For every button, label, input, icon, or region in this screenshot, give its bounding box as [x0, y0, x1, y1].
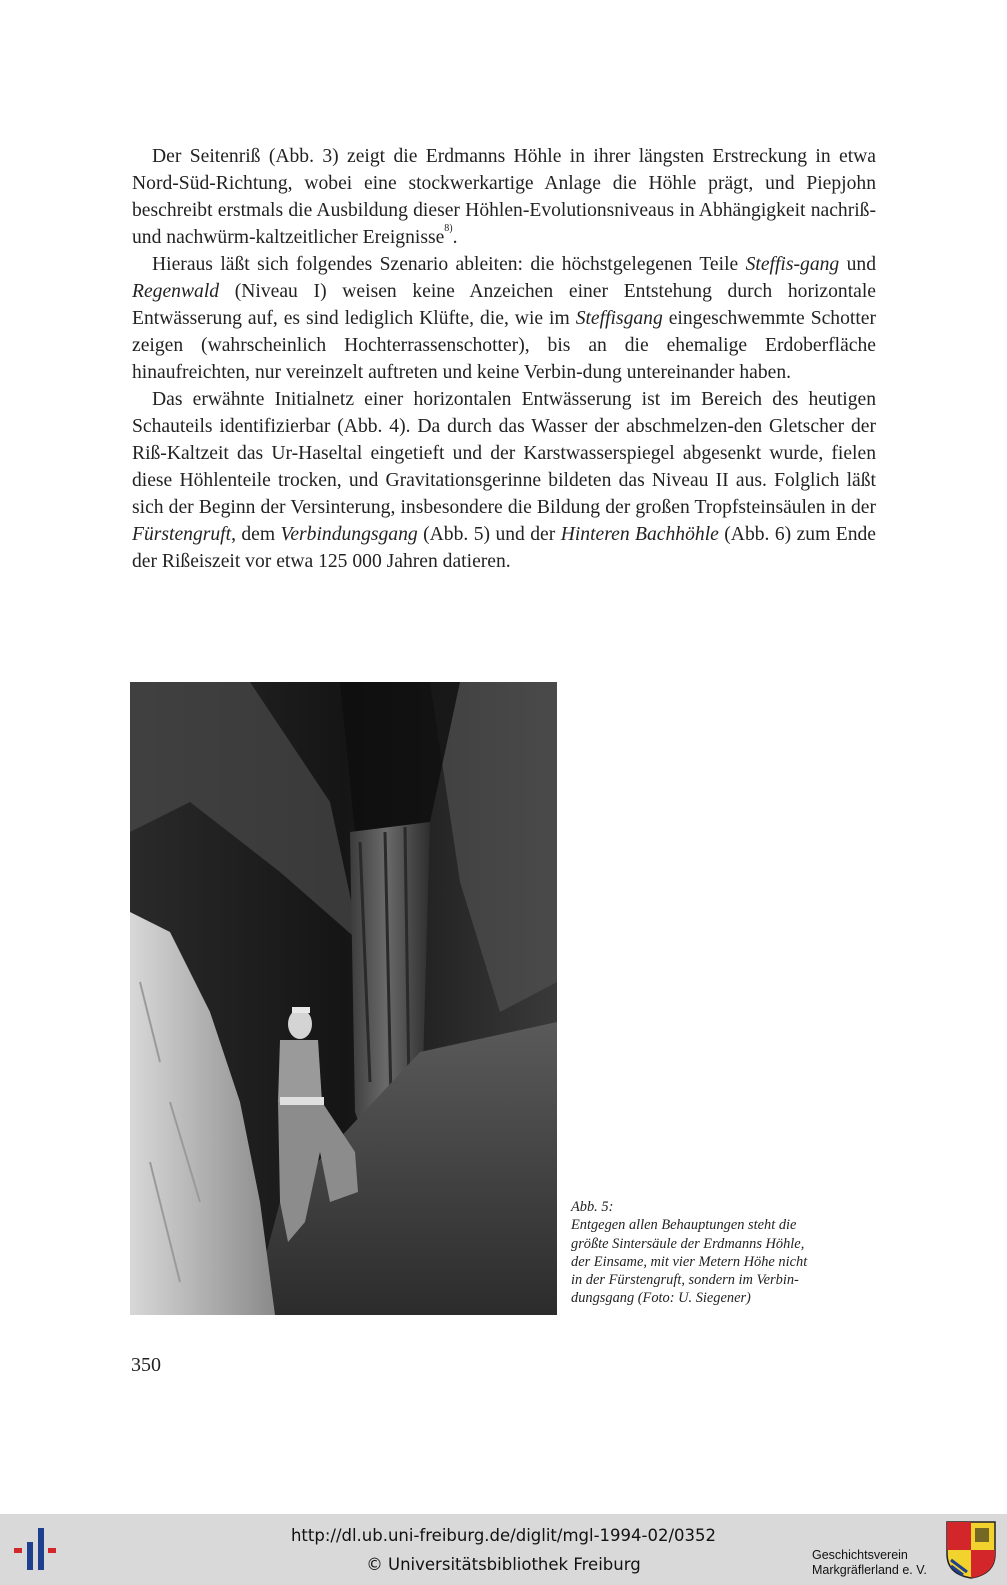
italic-term: Steffis-gang — [745, 254, 840, 275]
text-run: (Niveau I) weisen keine Anzeichen einer Entstehung durch horizontale Entwässerung auf, es sind lediglich Klüfte, die, wie im — [132, 281, 876, 329]
caption-line: in der Fürstengruft, sondern im Verbin- — [571, 1272, 799, 1289]
text-run: (Abb. 5) und der — [417, 524, 561, 545]
body-text — [132, 143, 876, 575]
italic-term: Regenwald — [132, 281, 220, 302]
body-paragraph — [132, 386, 876, 575]
text-run: Hieraus läßt sich folgendes Szenario ableiten: die höchstgelegenen Teile — [152, 254, 746, 275]
text-run: , dem — [231, 524, 281, 545]
text-run: und — [839, 254, 876, 275]
italic-term: Fürstengruft — [132, 524, 232, 545]
caption-line: Abb. 5: — [571, 1199, 614, 1215]
italic-term: Steffisgang — [575, 308, 663, 329]
copyright-text: © Universitätsbibliothek Freiburg — [366, 1555, 641, 1574]
text-run: (Abb. 6) zum Ende der Rißeiszeit vor etwa 125 000 Jahren datieren. — [132, 524, 877, 572]
society-name — [812, 1548, 927, 1578]
body-paragraph — [132, 251, 876, 386]
caption-line: größte Sintersäule der Erdmanns Höhle, — [571, 1235, 805, 1252]
coat-of-arms-icon[interactable] — [945, 1520, 997, 1580]
italic-term: Verbindungsgang — [280, 524, 418, 545]
text-run: eingeschwemmte Schotter zeigen (wahrscheinlich Hochterrassenschotter), bis an die ehemalige Erdoberfläche hinaufreichten, nur vereinzelt auftreten und keine Verbin-dung untereinander haben. — [132, 308, 876, 383]
caption-line: Entgegen allen Behauptungen steht die — [571, 1217, 797, 1234]
footer-bar — [0, 1514, 1007, 1585]
text-run: Der Seitenriß (Abb. 3) zeigt die Erdmanns Höhle in ihrer längsten Erstreckung in etwa Nord-Süd-Richtung, wobei eine stockwerkartige Anlage die Höhle prägt, und Piepjohn beschreibt erstmals die Ausbildung dieser Höhlen-Evolutionsniveaus in Abhängigkeit nachriß- und nachwürm-kaltzeitlicher Ereignisse — [132, 146, 876, 248]
figure-caption — [571, 1198, 881, 1308]
italic-term: Hinteren Bachhöhle — [560, 524, 719, 545]
caption-line: der Einsame, mit vier Metern Höhe nicht — [571, 1253, 808, 1270]
cave-photograph — [130, 682, 557, 1315]
text-run: Das erwähnte Initialnetz einer horizontalen Entwässerung ist im Bereich des heutigen Schauteils identifizierbar (Abb. 4). Da durch das Wasser der abschmelzen-den Gletscher der Riß-Kaltzeit das Ur-Haseltal eingetieft und der Karstwasserspiegel abgesenkt wurde, fielen diese Höhlenteile trocken, und Gravitationsgerinne bildeten das Niveau II aus. Folglich läßt sich der Beginn der Versinterung, insbesondere die Bildung der großen Tropfsteinsäulen in der — [132, 389, 876, 518]
text-run: . — [452, 227, 458, 248]
page-number: 350 — [131, 1354, 161, 1376]
society-name-line2: Markgräflerland e. V. — [812, 1563, 927, 1577]
body-paragraph — [132, 143, 876, 251]
society-name-line1: Geschichtsverein — [812, 1548, 908, 1562]
cave-photo-illustration — [130, 682, 557, 1315]
footnote-ref: 8) — [444, 223, 453, 234]
caption-line: dungsgang (Foto: U. Siegener) — [571, 1290, 751, 1307]
source-url-link[interactable]: http://dl.ub.uni-freiburg.de/diglit/mgl-1994-02/0352 — [290, 1526, 717, 1545]
